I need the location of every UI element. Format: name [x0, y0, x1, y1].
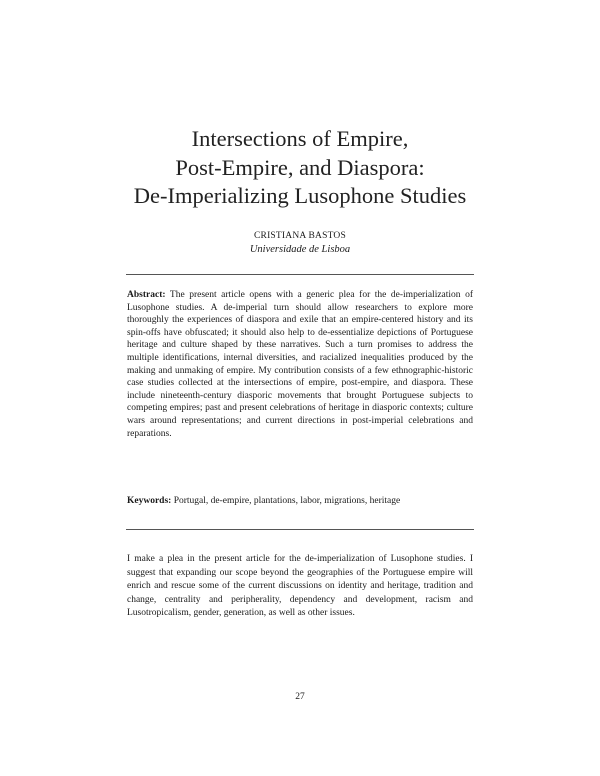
article-title	[60, 125, 540, 211]
title-line-2: Post-Empire, and Diaspora:	[175, 154, 425, 180]
author-name: CRISTIANA BASTOS	[254, 231, 346, 241]
body-paragraph: I make a plea in the present article for the de-imperialization of Lusophone studies. I suggest that expanding our scope beyond the geographies of the Portuguese empire will enrich and rescue some of the current discussions on identity and heritage, tradition and change, centrality and peripherality, dependency and development, racism and Lusotropicalism, gender, generation, as well as other issues.	[127, 554, 473, 619]
abstract-bottom-rule	[126, 529, 474, 530]
title-line-1: Intersections of Empire,	[191, 126, 409, 151]
author-affiliation: Universidade de Lisboa	[249, 244, 351, 255]
abstract-top-rule	[126, 274, 474, 275]
keywords-line	[127, 495, 473, 508]
abstract-paragraph	[127, 289, 473, 440]
page-number: 27	[295, 692, 305, 702]
keywords-text: Portugal, de-empire, plantations, labor, migrations, heritage	[173, 496, 401, 506]
keywords-label: Keywords:	[127, 496, 172, 506]
title-line-3: De-Imperializing Lusophone Studies	[133, 183, 467, 208]
abstract-text: The present article opens with a generic plea for the de-imperialization of Lusophone studies. A de-imperial turn should allow researchers to explore more thoroughly the experiences of diaspora and exile that an empire-centered history and its spin-offs have obfuscated; it should also help to de-essentialize depictions of Portuguese heritage and culture shaped by these narratives. Such a turn promises to address the multiple identifications, internal diversities, and racialized inequalities produced by the making and unmaking of empire. My contribution consists of a few ethnographic-historic case studies collected at the intersections of empire, post-empire, and diaspora. These include nineteenth-century diasporic movements that brought Portuguese subjects to competing empires; past and present celebrations of heritage in diasporic contexts; culture wars around representations; and current directions in post-imperial celebrations and reparations.	[127, 290, 473, 439]
abstract-label: Abstract:	[127, 290, 166, 300]
